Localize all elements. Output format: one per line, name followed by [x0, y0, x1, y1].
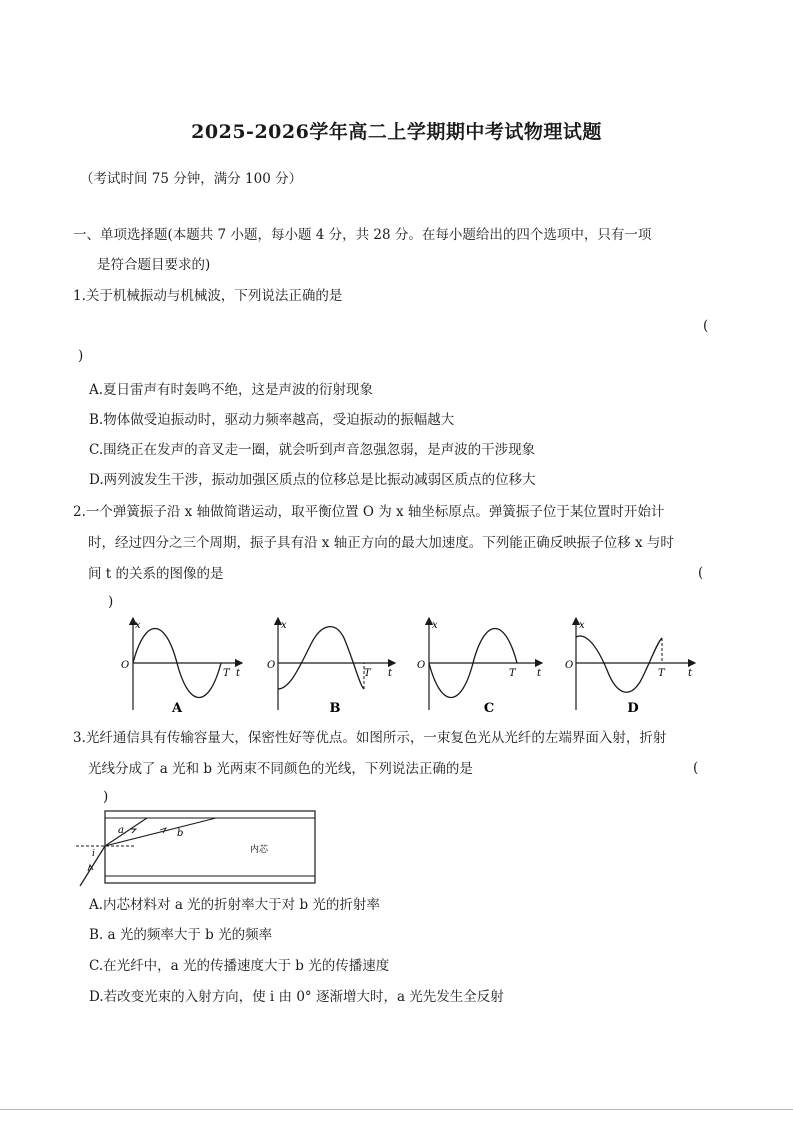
graph-b-curve: [278, 627, 364, 689]
graph-c-period: T: [509, 668, 516, 679]
graph-a-origin: O: [121, 660, 130, 671]
q2-graphs: [110, 612, 710, 722]
graph-c-axis-t: t: [537, 668, 542, 679]
q3-option-c: C.在光纤中，a 光的传播速度大于 b 光的传播速度: [89, 958, 390, 974]
graph-c-axis-x: x: [432, 620, 438, 631]
graph-c-origin: O: [417, 660, 426, 671]
q3-option-a: A.内芯材料对 a 光的折射率大于对 b 光的折射率: [89, 897, 380, 913]
q3-option-b: B. a 光的频率大于 b 光的频率: [89, 927, 273, 943]
graph-a: [121, 618, 242, 716]
graph-a-period: T: [223, 668, 230, 679]
graph-d-label: D: [627, 701, 639, 716]
q1-stem: 1.关于机械振动与机械波，下列说法正确的是: [73, 288, 343, 304]
q3-stem-line1: 3.光纤通信具有传输容量大，保密性好等优点。如图所示，一束复色光从光纤的左端界面入射，折射: [73, 730, 667, 746]
q1-option-b: B.物体做受迫振动时，驱动力频率越高，受迫振动的振幅越大: [89, 412, 455, 428]
graph-b: [267, 618, 395, 716]
graph-a-axis-t: t: [236, 668, 241, 679]
q1-paren-close: ): [78, 348, 84, 364]
q3-stem-line2: 光线分成了 a 光和 b 光两束不同颜色的光线，下列说法正确的是: [88, 761, 473, 777]
fig-label-b: b: [177, 828, 184, 839]
q1-option-a: A.夏日雷声有时轰鸣不绝，这是声波的衍射现象: [89, 382, 374, 398]
graph-b-origin: O: [267, 660, 276, 671]
page-bottom-rule: [0, 1109, 793, 1110]
fig-label-core: 内芯: [250, 845, 269, 855]
graph-c: [417, 618, 542, 716]
fiber-figure: [74, 808, 324, 888]
graph-c-label: C: [483, 701, 495, 716]
q3-paren-close: ): [103, 789, 109, 805]
graph-d-axis-x: x: [579, 620, 585, 631]
q1-option-d: D.两列波发生干涉，振动加强区质点的位移总是比振动减弱区质点的位移大: [89, 472, 536, 488]
q1-option-c: C.围绕正在发声的音叉走一圈，就会听到声音忽强忽弱，是声波的干涉现象: [89, 442, 536, 458]
q1-paren-open: (: [703, 318, 709, 334]
ray-a: [105, 818, 147, 846]
section-heading-line1: 一、单项选择题(本题共 7 小题，每小题 4 分，共 28 分。在每小题给出的四个选项中，只有一项: [73, 227, 652, 243]
graph-a-axis-x: x: [135, 620, 141, 631]
page-title: 2025-2026学年高二上学期期中考试物理试题: [191, 121, 602, 143]
graph-d: [565, 618, 695, 716]
q2-stem-line1: 2.一个弹簧振子沿 x 轴做简谐运动，取平衡位置 O 为 x 轴坐标原点。弹簧振子位于某位置时开始计: [73, 504, 665, 520]
q2-paren-close: ): [108, 594, 114, 610]
fiber-outer: [105, 811, 315, 883]
q2-stem-line2: 时，经过四分之三个周期，振子具有沿 x 轴正方向的最大加速度。下列能正确反映振子位移 x 与时: [88, 535, 674, 551]
exam-info: （考试时间 75 分钟，满分 100 分）: [80, 171, 303, 187]
graph-d-origin: O: [565, 660, 574, 671]
graph-a-label: A: [171, 701, 183, 716]
graph-d-period: T: [658, 668, 665, 679]
q2-stem-line3: 间 t 的关系的图像的是: [88, 566, 224, 582]
q2-paren-open: (: [698, 565, 704, 581]
q3-paren-open: (: [693, 760, 699, 776]
section-heading-line2: 是符合题目要求的): [97, 257, 211, 273]
graph-b-axis-x: x: [281, 620, 287, 631]
q3-option-d: D.若改变光束的入射方向，使 i 由 0° 逐渐增大时，a 光先发生全反射: [89, 989, 504, 1005]
graph-d-axis-t: t: [688, 668, 693, 679]
graph-b-axis-t: t: [388, 668, 393, 679]
fig-label-i: i: [92, 849, 95, 859]
fig-label-a: a: [118, 825, 124, 836]
graph-b-period: T: [364, 668, 371, 679]
graph-b-label: B: [329, 701, 341, 716]
graph-d-curve: [576, 636, 662, 692]
